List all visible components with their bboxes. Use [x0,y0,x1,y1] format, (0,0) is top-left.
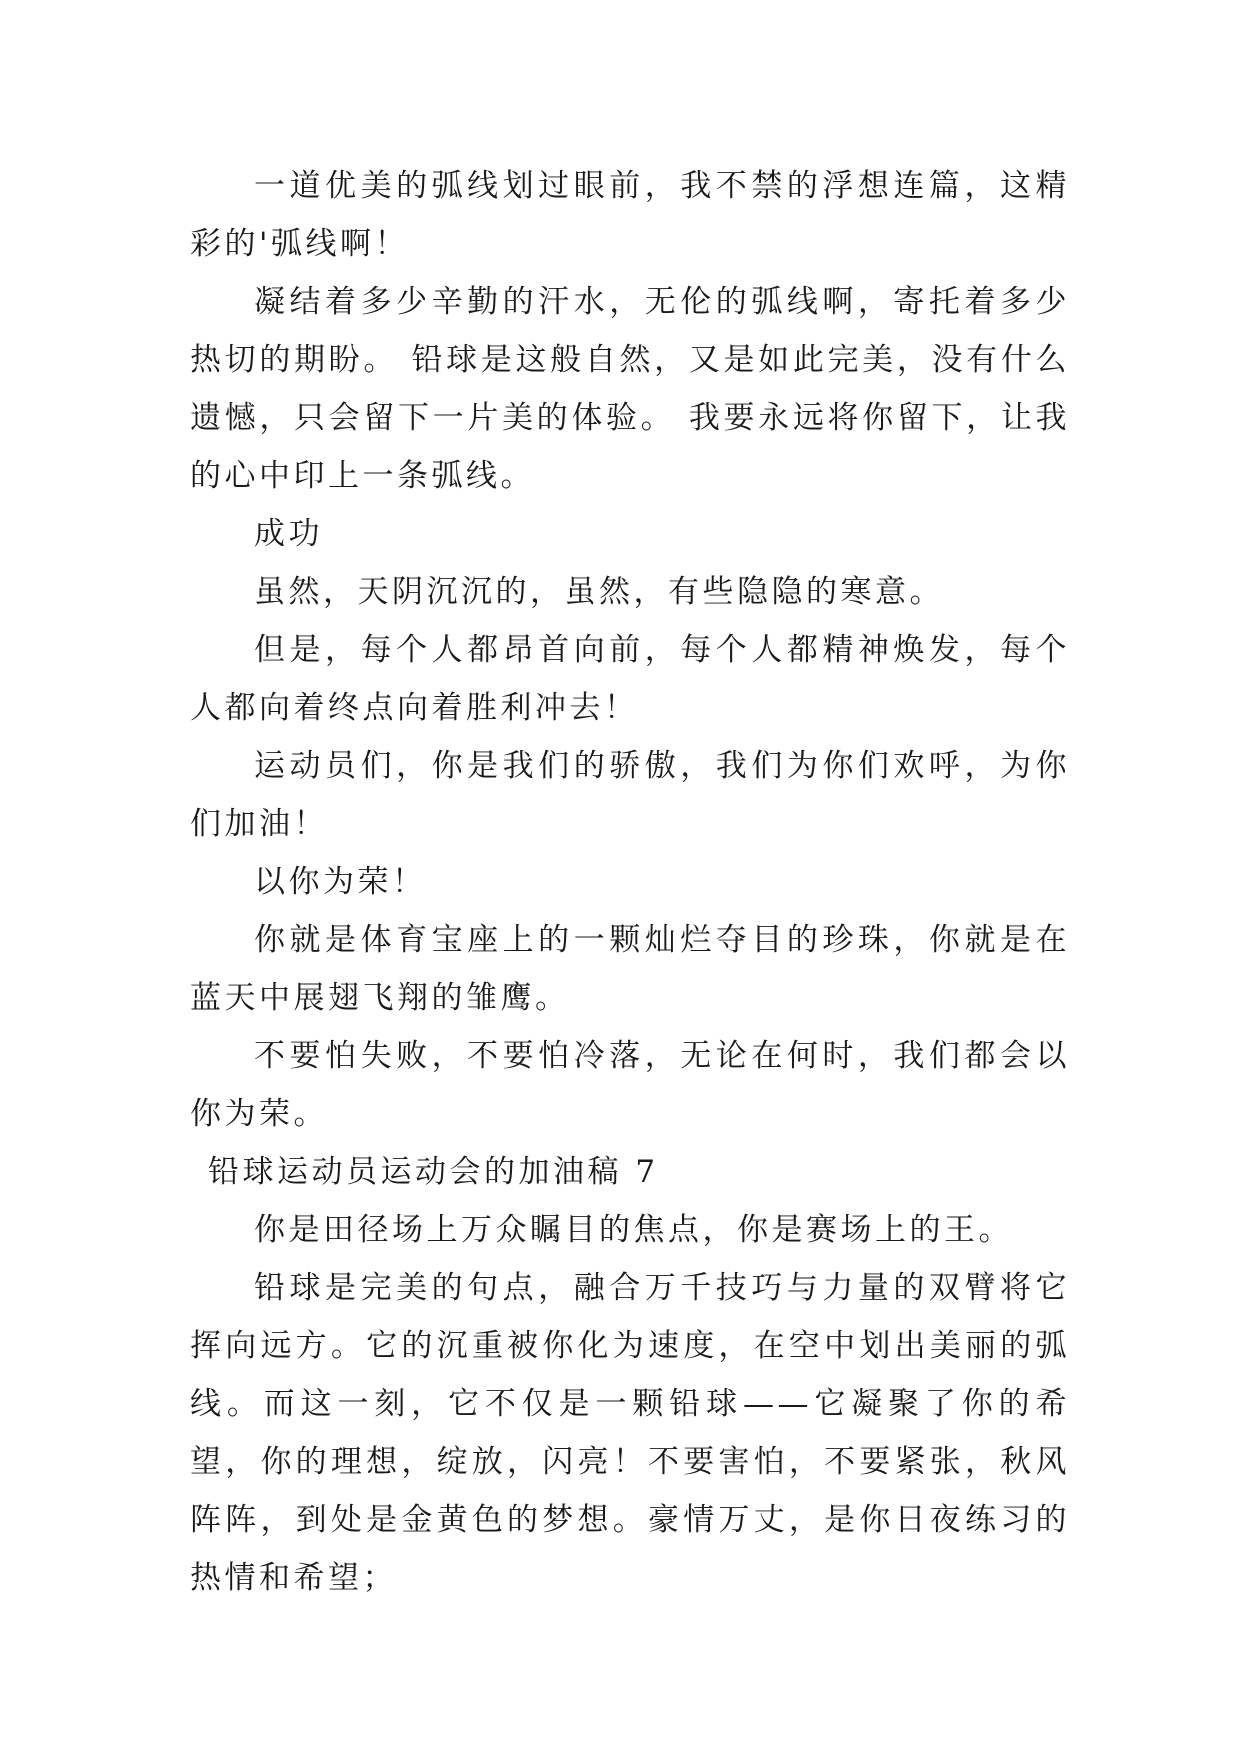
document-body [190,157,1070,1607]
paragraph: 虽然，天阴沉沉的，虽然，有些隐隐的寒意。 [254,574,944,610]
section-title: 铅球运动员运动会的加油稿 7 [208,1154,659,1190]
paragraph: 但是，每个人都昂首向前，每个人都精神焕发，每个人都向着终点向着胜利冲去！ [190,632,1070,726]
paragraph: 一道优美的弧线划过眼前，我不禁的浮想连篇，这精彩的'弧线啊！ [190,168,1070,262]
paragraph: 你就是体育宝座上的一颗灿烂夺目的珍珠，你就是在蓝天中展翅飞翔的雏鹰。 [190,922,1070,1016]
paragraph: 凝结着多少辛勤的汗水，无伦的弧线啊，寄托着多少热切的期盼。 铅球是这般自然，又是如此完美，没有什么遗憾，只会留下一片美的体验。 我要永远将你留下，让我的心中印上一条弧线。 [190,284,1070,494]
paragraph: 你是田径场上万众瞩目的焦点，你是赛场上的王。 [254,1212,1013,1248]
paragraph: 成功 [254,516,323,552]
paragraph: 铅球是完美的句点，融合万千技巧与力量的双臂将它挥向远方。它的沉重被你化为速度，在空中划出美丽的弧线。而这一刻，它不仅是一颗铅球——它凝聚了你的希望，你的理想，绽放，闪亮！不要害怕，不要紧张，秋风阵阵，到处是金黄色的梦想。豪情万丈，是你日夜练习的热情和希望； [190,1270,1070,1596]
paragraph: 以你为荣！ [254,864,427,900]
paragraph: 不要怕失败，不要怕冷落，无论在何时，我们都会以你为荣。 [190,1038,1070,1132]
paragraph: 运动员们，你是我们的骄傲，我们为你们欢呼，为你们加油！ [190,748,1070,842]
